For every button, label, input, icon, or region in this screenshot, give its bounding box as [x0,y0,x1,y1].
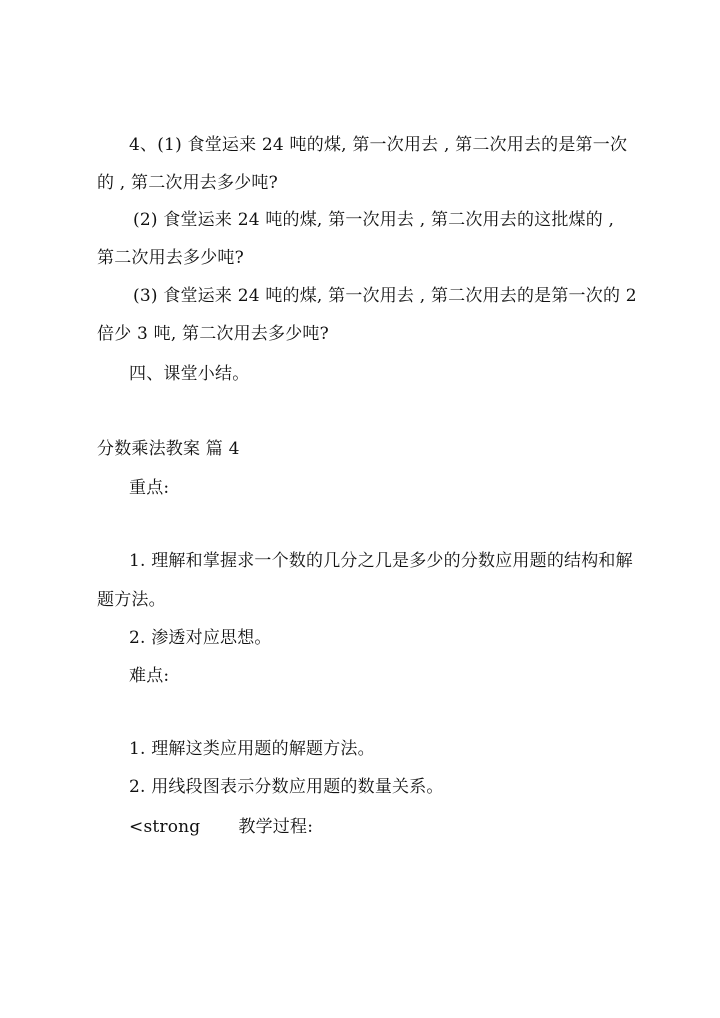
section-summary-heading: 四、课堂小结。 [129,364,250,384]
problem-4-part-3-line-2: 倍少 3 吨, 第二次用去多少吨? [97,324,329,344]
lesson-plan-title: 分数乘法教案 篇 4 [97,439,240,459]
problem-4-part-3-line-1: (3) 食堂运来 24 吨的煤, 第一次用去 , 第二次用去的是第一次的 2 [133,286,637,306]
key-point-2: 2. 渗透对应思想。 [129,628,272,648]
problem-4-part-1-line-1: 4、(1) 食堂运来 24 吨的煤, 第一次用去 , 第二次用去的是第一次 [129,135,628,155]
teaching-process-label: 教学过程: [238,817,314,837]
teaching-process-line [129,816,313,838]
difficulties-label: 难点: [129,666,170,686]
key-points-label: 重点: [129,478,170,498]
difficulty-1: 1. 理解这类应用题的解题方法。 [129,739,375,759]
key-point-1-line-1: 1. 理解和掌握求一个数的几分之几是多少的分数应用题的结构和解 [129,551,633,571]
problem-4-part-2-line-1: (2) 食堂运来 24 吨的煤, 第一次用去 , 第二次用去的这批煤的 , [133,210,615,230]
problem-4-part-2-line-2: 第二次用去多少吨? [97,248,244,268]
key-point-1-line-2: 题方法。 [97,590,166,610]
problem-4-part-1-line-2: 的 , 第二次用去多少吨? [97,173,278,193]
difficulty-2: 2. 用线段图表示分数应用题的数量关系。 [129,777,444,797]
stray-markup-text: <strong [129,817,201,837]
